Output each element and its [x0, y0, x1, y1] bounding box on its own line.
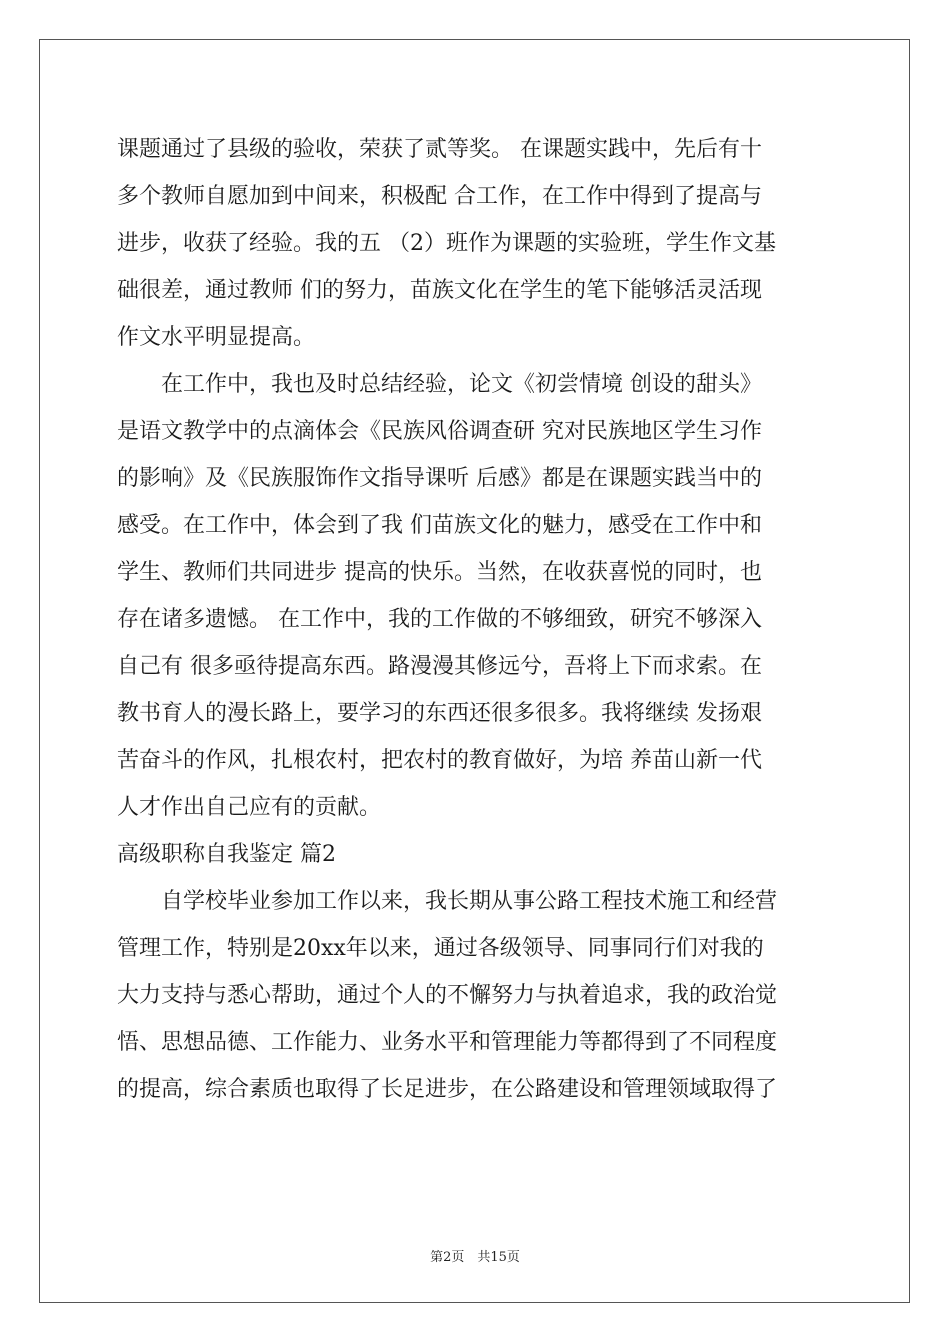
- text-line: 悟、思想品德、工作能力、业务水平和管理能力等都得到了不同程度: [117, 1030, 778, 1055]
- text-line: 是语文教学中的点滴体会《民族风俗调查研 究对民族地区学生习作: [117, 419, 762, 444]
- text-line: 管理工作，特别是20xx年以来，通过各级领导、同事同行们对我的: [117, 936, 764, 961]
- text-line: 教书育人的漫长路上，要学习的东西还很多很多。我将继续 发扬艰: [117, 701, 762, 726]
- text-line: 在工作中，我也及时总结经验，论文《初尝情境 创设的甜头》: [117, 372, 762, 397]
- text-line: 自己有 很多亟待提高东西。路漫漫其修远兮，吾将上下而求索。在: [117, 654, 762, 679]
- document-body: [117, 126, 837, 1113]
- text-line: 作文水平明显提高。: [117, 325, 316, 350]
- text-line: 的提高，综合素质也取得了长足进步，在公路建设和管理领域取得了: [117, 1077, 778, 1102]
- text-line: 苦奋斗的作风，扎根农村，把农村的教育做好，为培 养苗山新一代: [117, 748, 762, 773]
- text-line: 进步，收获了经验。我的五 （2）班作为课题的实验班，学生作文基: [117, 231, 776, 256]
- text-line: 的影响》及《民族服饰作文指导课听 后感》都是在课题实践当中的: [117, 466, 762, 491]
- text-line: 学生、教师们共同进步 提高的快乐。当然，在收获喜悦的同时，也: [117, 560, 762, 585]
- text-line: 存在诸多遗憾。 在工作中，我的工作做的不够细致，研究不够深入: [117, 607, 762, 632]
- text-line: 大力支持与悉心帮助，通过个人的不懈努力与执着追求，我的政治觉: [117, 983, 778, 1008]
- text-line: 自学校毕业参加工作以来，我长期从事公路工程技术施工和经营: [117, 889, 778, 914]
- text-line: 感受。在工作中，体会到了我 们苗族文化的魅力，感受在工作中和: [117, 513, 762, 538]
- text-line: 人才作出自己应有的贡献。: [117, 795, 382, 820]
- page-number: 第2页 共15页: [430, 1250, 520, 1265]
- text-line: 础很差，通过教师 们的努力，苗族文化在学生的笔下能够活灵活现: [117, 278, 762, 303]
- text-line: 多个教师自愿加到中间来，积极配 合工作，在工作中得到了提高与: [117, 184, 762, 209]
- text-line: 课题通过了县级的验收，荣获了贰等奖。 在课题实践中，先后有十: [117, 137, 762, 162]
- section-heading: 高级职称自我鉴定 篇2: [117, 842, 336, 867]
